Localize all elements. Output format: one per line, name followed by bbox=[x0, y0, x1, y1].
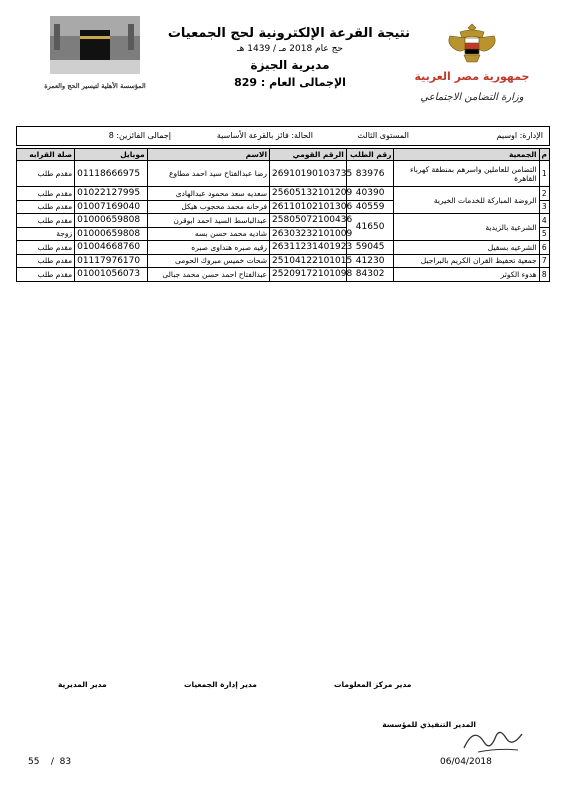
request-no-cell: 84302 bbox=[346, 268, 394, 282]
svg-text:وزارة التضامن الاجتماعي: وزارة التضامن الاجتماعي bbox=[420, 92, 524, 103]
row-index: 6 bbox=[539, 241, 549, 255]
status-label: الحالة: فائز بالقرعة الأساسية bbox=[216, 131, 313, 140]
name-cell: شاديه محمد حسن بسه bbox=[147, 227, 269, 241]
mobile-cell: 01117976170 bbox=[75, 254, 148, 268]
relation-cell: مقدم طلب bbox=[17, 268, 75, 282]
col-header-name: الاسم bbox=[147, 149, 269, 161]
request-no-cell: 59045 bbox=[346, 241, 394, 255]
page-title: نتيجة القرعة الإلكترونية لحج الجمعيات bbox=[167, 26, 410, 41]
hajj-year: حج عام 2018 مـ / 1439 هـ bbox=[237, 44, 343, 54]
national-id-cell: 26910190103735 bbox=[270, 161, 347, 187]
table-row bbox=[17, 241, 550, 255]
col-header-relation: صلة القرابه bbox=[17, 149, 75, 161]
association-cell: جمعية تحفيظ القران الكريم بالبراجيل bbox=[394, 254, 539, 268]
association-cell: التضامن للعاملين واسرهم بمنطقة كهرباء القاهرة bbox=[394, 161, 539, 187]
mobile-cell: 01000659808 bbox=[75, 227, 148, 241]
national-id-cell: 25209172101098 bbox=[270, 268, 347, 282]
egypt-eagle-logo bbox=[414, 20, 530, 110]
mobile-cell: 01004668760 bbox=[75, 241, 148, 255]
request-no-cell: 83976 bbox=[346, 161, 394, 187]
winners-label: إجمالى الفائزين: 8 bbox=[108, 131, 171, 140]
association-cell: الشرعية بالزيدية bbox=[394, 214, 539, 241]
national-id-cell: 25605132101209 bbox=[270, 187, 347, 201]
mobile-cell: 01022127995 bbox=[75, 187, 148, 201]
mobile-cell: 01118666975 bbox=[75, 161, 148, 187]
association-cell: هدوء الكوثر bbox=[394, 268, 539, 282]
national-id-cell: 25104122101015 bbox=[270, 254, 347, 268]
request-no-cell: 40390 bbox=[346, 187, 394, 201]
table-row bbox=[17, 268, 550, 282]
mobile-cell: 01001056073 bbox=[75, 268, 148, 282]
national-id-cell: 26303232101009 bbox=[270, 227, 347, 241]
row-index: 4 bbox=[539, 214, 549, 228]
svg-text:جمهورية مصر العربية: جمهورية مصر العربية bbox=[414, 70, 530, 83]
request-no-cell: 41650 bbox=[346, 214, 394, 241]
col-header-mobile: موبايل bbox=[75, 149, 148, 161]
relation-cell: مقدم طلب bbox=[17, 187, 75, 201]
row-index: 5 bbox=[539, 227, 549, 241]
request-no-cell: 40559 bbox=[346, 200, 394, 214]
col-header-index: م bbox=[539, 149, 549, 161]
name-cell: رضا عبدالفتاح سيد احمد مطاوع bbox=[147, 161, 269, 187]
directorate-name: مديرية الجيزة bbox=[250, 58, 330, 72]
relation-cell: مقدم طلب bbox=[17, 161, 75, 187]
association-cell: الروضة المباركة للخدمات الخيرية bbox=[394, 187, 539, 214]
print-date: 06/04/2018 bbox=[440, 757, 492, 767]
foundation-kaaba-logo bbox=[44, 16, 146, 98]
associations-director-label: مدير إدارة الجمعيات bbox=[184, 680, 257, 689]
mobile-cell: 01007169040 bbox=[75, 200, 148, 214]
handwritten-signature bbox=[460, 722, 526, 758]
level-label: المستوى الثالث bbox=[357, 131, 409, 140]
grand-total: الإجمالى العام : 829 bbox=[234, 76, 346, 89]
col-header-national-id: الرقم القومي bbox=[270, 149, 347, 161]
management-label: الإدارة: اوسيم bbox=[496, 131, 543, 140]
table-header-row bbox=[17, 149, 550, 161]
name-cell: سعديه سعد محمود عبدالهادى bbox=[147, 187, 269, 201]
name-cell: عبدالباسط السيد احمد ابوقرن bbox=[147, 214, 269, 228]
national-id-cell: 26311231401923 bbox=[270, 241, 347, 255]
name-cell: عبدالفتاح احمد حسن محمد جبالى bbox=[147, 268, 269, 282]
name-cell: رقيه صبره هنداوى صبره bbox=[147, 241, 269, 255]
row-index: 8 bbox=[539, 268, 549, 282]
relation-cell: مقدم طلب bbox=[17, 241, 75, 255]
request-no-cell: 41230 bbox=[346, 254, 394, 268]
table-row bbox=[17, 187, 550, 201]
mobile-cell: 01000659808 bbox=[75, 214, 148, 228]
relation-cell: مقدم طلب bbox=[17, 254, 75, 268]
national-id-cell: 26110102101306 bbox=[270, 200, 347, 214]
relation-cell: زوجة bbox=[17, 227, 75, 241]
name-cell: فرحانه محمد محجوب هيكل bbox=[147, 200, 269, 214]
col-header-request-no: رقم الطلب bbox=[346, 149, 394, 161]
relation-cell: مقدم طلب bbox=[17, 200, 75, 214]
row-index: 7 bbox=[539, 254, 549, 268]
row-index: 3 bbox=[539, 200, 549, 214]
directorate-director-label: مدير المديرية bbox=[58, 680, 107, 689]
info-center-director-label: مدير مركز المعلومات bbox=[334, 680, 412, 689]
info-bar bbox=[16, 126, 550, 146]
executive-director-label: المدير التنفيذي للمؤسسة bbox=[382, 720, 476, 729]
national-id-cell: 25805072100436 bbox=[270, 214, 347, 228]
results-table bbox=[16, 148, 550, 282]
table-row bbox=[17, 254, 550, 268]
col-header-association: الجمعية bbox=[394, 149, 539, 161]
row-index: 1 bbox=[539, 161, 549, 187]
table-row bbox=[17, 161, 550, 187]
svg-text:المؤسسة الأهلية لتيسير الحج وا: المؤسسة الأهلية لتيسير الحج والعمرة bbox=[44, 82, 146, 90]
row-index: 2 bbox=[539, 187, 549, 201]
page-number: 55 / 83 bbox=[28, 757, 72, 767]
name-cell: شحات خميس مبروك الحومى bbox=[147, 254, 269, 268]
table-row bbox=[17, 214, 550, 228]
association-cell: الشرعيه بسقيل bbox=[394, 241, 539, 255]
relation-cell: مقدم طلب bbox=[17, 214, 75, 228]
